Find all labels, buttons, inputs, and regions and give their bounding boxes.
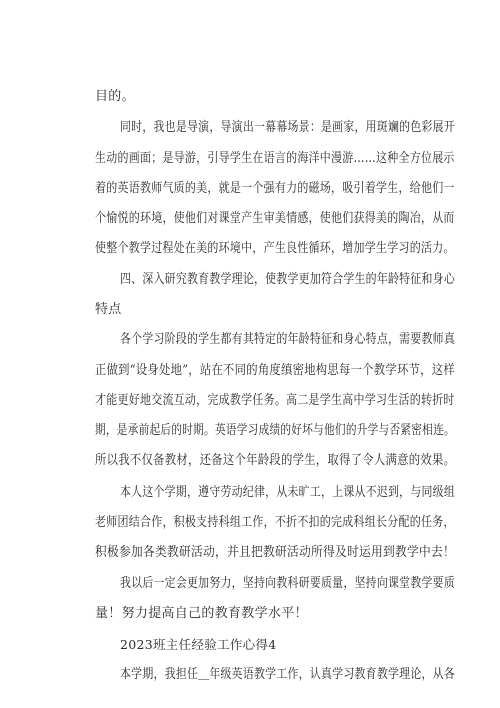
paragraph-line: 才能更好地交流互动，完成教学任务。高二是学生高中学习生活的转折时 — [95, 393, 455, 408]
paragraph-line: 我以后一定会更加努力，坚持向教科研要质量，坚持向课堂教学要质 — [120, 576, 456, 591]
article-title: 2023班主任经验工作心得4 — [120, 637, 277, 652]
paragraph-line: 老师团结合作，积极支持科组工作，不折不扣的完成科组长分配的任务， — [95, 515, 455, 530]
paragraph-line: 本人这个学期，遵守劳动纪律，从未旷工，上课从不迟到，与同级组 — [120, 485, 456, 500]
section-heading: 四、深入研究教育教学理论，使教学更加符合学生的年龄特征和身心 — [120, 272, 456, 287]
paragraph-line: 着的英语教师气质的美，就是一个强有力的磁场，吸引着学生，给他们一 — [95, 181, 455, 196]
section-heading: 特点 — [95, 302, 122, 317]
paragraph-line: 同时，我也是导演，导演出一幕幕场景：是画家，用斑斓的色彩展开 — [120, 120, 456, 135]
paragraph-line: 本学期，我担任＿年级英语教学工作，认真学习教育教学理论，从各 — [120, 667, 456, 682]
paragraph-line: 积极参加各类教研活动，并且把教研活动所得及时运用到教学中去！ — [95, 545, 456, 560]
paragraph-line: 生动的画面；是导游，引导学生在语言的海洋中漫游……这种全方位展示 — [95, 151, 455, 166]
paragraph-line: 个愉悦的环境，使他们对课堂产生审美情感，使他们获得美的陶冶，从而 — [95, 211, 455, 226]
paragraph-line: 量！努力提高自己的教育教学水平！ — [95, 606, 308, 621]
paragraph-line: 各个学习阶段的学生都有其特定的年龄特征和身心特点，需要教师真 — [120, 332, 456, 347]
paragraph-line: 目的。 — [95, 89, 135, 104]
paragraph-line: 使整个教学过程处在美的环境中，产生良性循环，增加学生学习的活力。 — [95, 241, 455, 256]
paragraph-line: 正做到“设身处地”，站在不同的角度缜密地构思每一个教学环节，这样 — [95, 363, 455, 378]
paragraph-line: 所以我不仅备教材，还备这个年龄段的学生，取得了令人满意的效果。 — [95, 453, 456, 468]
paragraph-line: 期，是承前起后的时期。英语学习成绩的好坏与他们的升学与否紧密相连。 — [95, 423, 455, 438]
